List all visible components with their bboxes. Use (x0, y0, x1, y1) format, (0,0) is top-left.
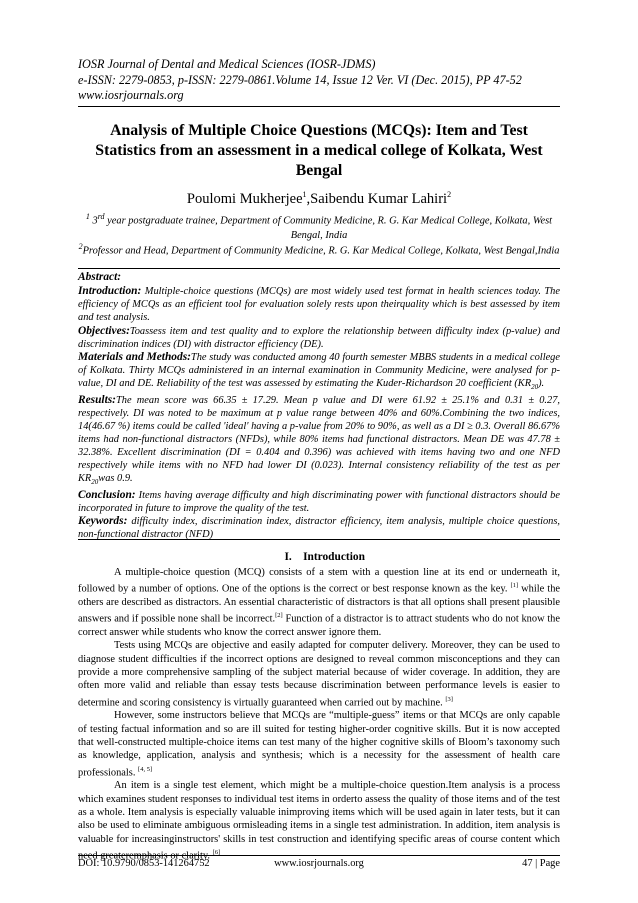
affiliation-2-sup: 2 (78, 242, 83, 251)
conclusion-label: Conclusion: (78, 488, 136, 501)
author-2: Saibendu Kumar Lahiri (310, 190, 448, 207)
paragraph-3 (78, 709, 560, 779)
affiliation-1-sup: 1 (85, 212, 90, 221)
author-1-sup: 1 (302, 190, 307, 199)
p1-text-b: while the others are described as distractors. An essential characteristic of distractors is that all options shall present plausible answers and if possible none shall be incorrect. (78, 583, 560, 625)
methods-label: Materials and Methods: (78, 351, 191, 364)
abstract-introduction (78, 285, 560, 325)
journal-website: www.iosrjournals.org (78, 88, 184, 102)
abstract-bottom-rule (78, 539, 560, 540)
abstract-top-rule (78, 268, 560, 269)
p1-text-a: A multiple-choice question (MCQ) consists of a stem with a question line at its end or underneath it, followed by a number of options. One of the options is the correct or best response known as the key. (78, 567, 560, 595)
footer-page-number: 47 | Page (522, 858, 560, 869)
affiliation-1 (78, 210, 560, 243)
results-sub: 20 (91, 477, 99, 486)
author-line (78, 186, 560, 208)
paragraph-1 (78, 566, 560, 639)
affiliation-2 (78, 240, 560, 259)
citation: [3] (445, 695, 453, 703)
p3-text: However, some instructors believe that MCQs are “multiple-guess” items or that MCQs are only capable of testing factual information and so are ill suited for testing higher-order cognitive skills. But it is now accepted that well-constructed multiple-choice items can test many of the higher cognitive skills of Bloom’s taxonomy such as knowledge, application, analysis and synthesis; which is a necessity for the assessment of health care professionals. (78, 710, 560, 779)
affiliation-2-text: Professor and Head, Department of Community Medicine, R. G. Kar Medical College, Kolkata, West Bengal,India (82, 245, 560, 257)
author-2-sup: 2 (447, 190, 452, 199)
footer-doi: DOI: 10.9790/0853-141264752 (78, 858, 210, 869)
paper-title: Analysis of Multiple Choice Questions (MCQs): Item and Test Statistics from an assessment in a medical college of Kolkata, West Bengal (95, 122, 543, 179)
methods-text: The study was conducted among 40 fourth semester MBBS students in a medical college of Kolkata. Thirty MCQs administered in an internal examination in Community Medicine, were analysed for p-value, DI and DE. Reliability of the test was assessed by estimating the Kuder-Richardson 20 coefficient (KR (78, 352, 560, 390)
results-text: The mean score was 66.35 ± 17.29. Mean p value and DI were 61.92 ± 25.1% and 0.31 ± 0.27, respectively. DI was noted to be maximum at p value range between 40% and 60%.Combining the two indices, 14(46.67 %) items could be called 'ideal' having a p-value from 20% to 90%, as well as a DI ≥ 0.3. Overall 86.67% items had non-functional distractors (NFDs), while 80% items had functional distractors. Mean DE was 47.78 ± 32.38%. Excellent discrimination (DI = 0.404 and 0.396) was achieved with items having two and one NFD respectively while items with no NFD had lower DI (0.023). Internal consistency reliability of the test as per KR (78, 395, 560, 484)
abstract-objectives (78, 325, 560, 352)
affiliation-1-ordinal-sup: rd (97, 212, 105, 221)
section-heading (78, 551, 560, 563)
author-separator: , (306, 190, 311, 207)
results-text-end: was 0.9. (98, 472, 133, 484)
section-title: Introduction (303, 551, 365, 563)
journal-header (78, 57, 568, 104)
affiliation-1-ordinal: 3 (92, 215, 98, 227)
citation: [2] (275, 612, 283, 620)
citation: [4, 5] (138, 765, 153, 773)
footer-rule (78, 855, 560, 856)
paragraph-2 (78, 639, 560, 709)
conclusion-text: Items having average difficulty and high discriminating power with functional distractors should be incorporated in future to improve the quality of the test. (78, 489, 560, 514)
methods-text-end: ). (538, 378, 545, 390)
intro-label: Introduction: (78, 284, 142, 297)
section-number: I. (284, 551, 292, 563)
abstract (78, 271, 560, 542)
abstract-results (78, 394, 560, 488)
keywords-label: Keywords: (78, 515, 128, 528)
abstract-conclusion (78, 489, 560, 516)
objectives-text: Toassess item and test quality and to explore the relationship between difficulty index (p-value) and discrimination indices (DI) with distractor efficiency (DE). (78, 325, 560, 350)
methods-sub: 20 (531, 383, 539, 392)
footer-website: www.iosrjournals.org (274, 858, 364, 869)
objectives-label: Objectives: (78, 324, 130, 337)
affiliation-1-text: year postgraduate trainee, Department of Community Medicine, R. G. Kar Medical College, Kolkata, West Bengal, India (104, 215, 553, 241)
citation: [6] (212, 848, 221, 856)
journal-name: IOSR Journal of Dental and Medical Sciences (IOSR-JDMS) (78, 57, 376, 71)
p4-text: An item is a single test element, which might be a multiple-choice question.Item analysis is a process which examines student responses to individual test items in orderto assess the quality of those items and of the test as a whole. Item analysis is especially valuable inimproving items which will be used again in later tests, but it can also be used to eliminate ambiguous ormisleading items in a single test administration. In addition, item analysis is valuable for increasinginstructors' skills in test construction and identifying specific areas of course content which need greateremphasis or clarity. (78, 780, 560, 862)
author-1: Poulomi Mukherjee (186, 190, 303, 207)
header-rule (78, 106, 560, 107)
abstract-heading: Abstract: (78, 271, 122, 283)
p2-text: Tests using MCQs are objective and easily adapted for computer delivery. Moreover, they can be used to diagnose student difficulties if the incorrect options are designed to reveal common misconceptions and they can provide a more comprehensive sampling of the subject material because of wider coverage. In addition, they are often more valid and reliable than essay tests because discrimination between performance levels is easier to determine and scoring consistency is virtually guaranteed when carried out by machine. (78, 640, 560, 709)
abstract-methods (78, 351, 560, 394)
paragraph-4 (78, 779, 560, 862)
issn-line: e-ISSN: 2279-0853, p-ISSN: 2279-0861.Volume 14, Issue 12 Ver. VI (Dec. 2015), PP 47-52 (78, 72, 522, 87)
results-label: Results: (78, 394, 116, 407)
intro-text: Multiple-choice questions (MCQs) are most widely used test format in health sciences today. The efficiency of MCQs as an efficient tool for evaluation solely rests upon theirquality which is best assessed by item and test analysis. (78, 285, 560, 323)
citation: [1] (510, 582, 519, 590)
p1-text-c: Function of a distractor is to attract students who do not know the correct answer while students who know the correct answer ignore them. (78, 613, 560, 639)
introduction-body (78, 566, 560, 863)
keywords-text: difficulty index, discrimination index, distractor efficiency, item analysis, multiple choice questions, non-functional distractor (NFD) (78, 516, 560, 541)
